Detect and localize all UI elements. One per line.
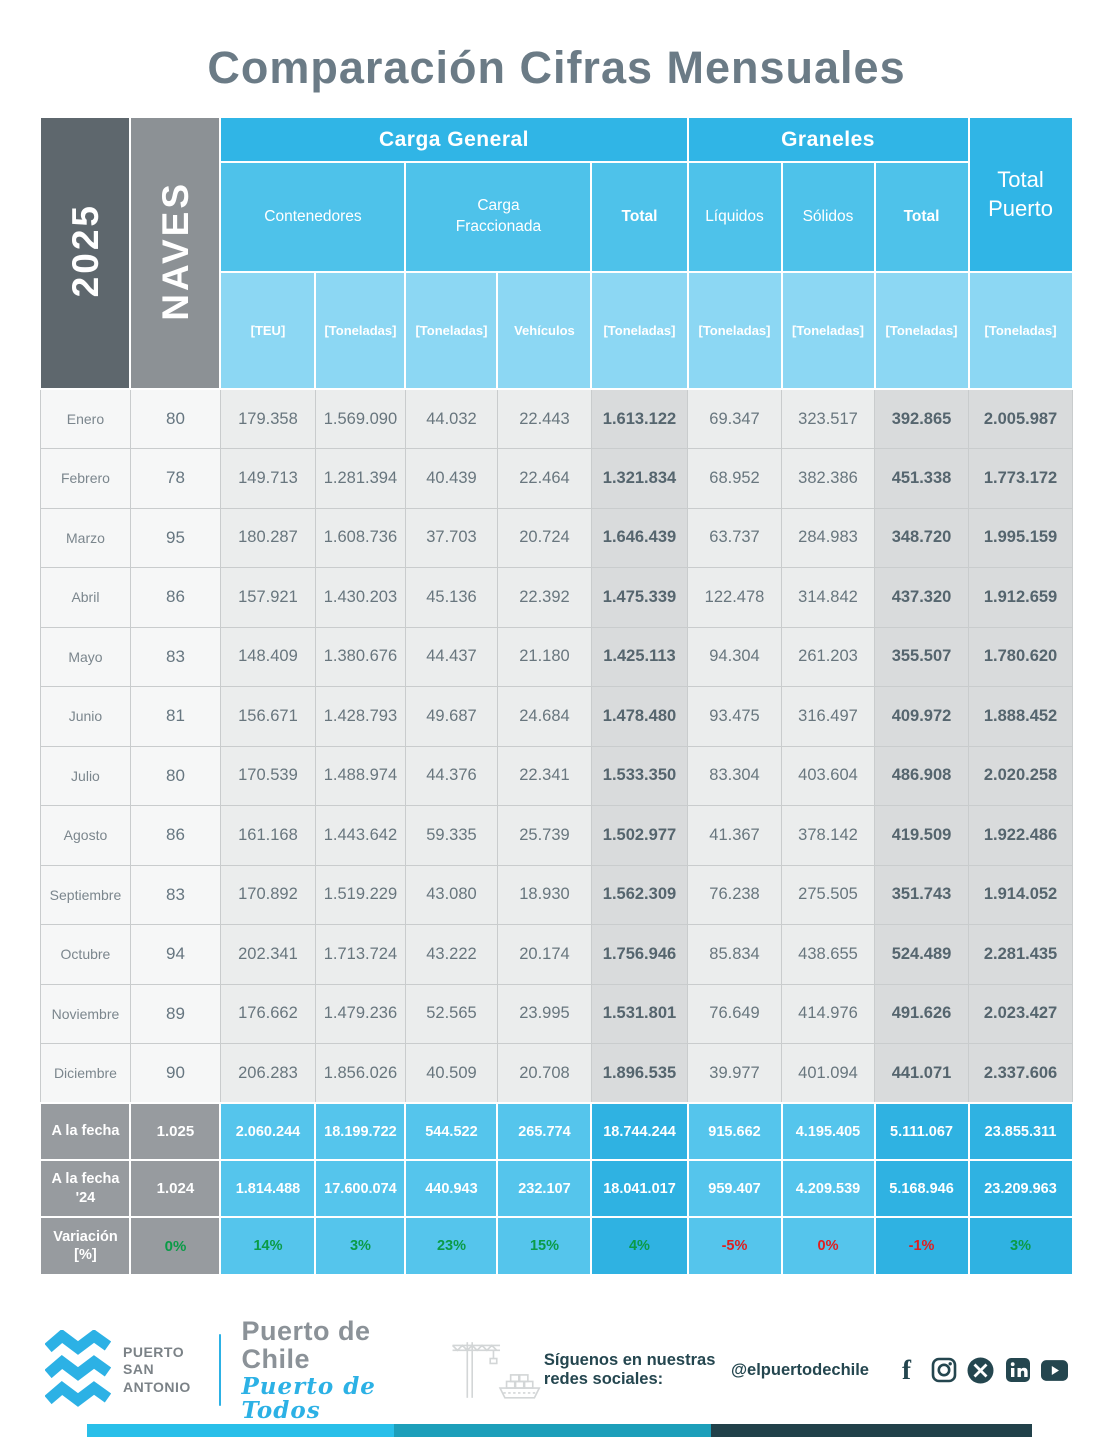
summary-value-cell: 18.199.722 [315,1103,405,1160]
value-cell: 1.896.535 [591,1044,687,1104]
total-puerto-header: Total Puerto [969,117,1073,272]
value-cell: 122.478 [688,568,782,628]
summary-value-cell: 3% [315,1217,405,1275]
bottom-color-strip [87,1424,1032,1437]
value-cell: 378.142 [782,806,875,866]
value-cell: 438.655 [782,925,875,985]
value-cell: 451.338 [875,449,969,509]
value-cell: 22.443 [497,389,591,449]
value-cell: 1.425.113 [591,627,687,687]
summary-value-cell: 15% [497,1217,591,1275]
value-cell: 1.428.793 [315,687,405,747]
value-cell: 149.713 [220,449,315,509]
value-cell: 41.367 [688,806,782,866]
carga-general-group-header: Carga General [220,117,687,162]
value-cell: 1.608.736 [315,508,405,568]
value-cell: 524.489 [875,925,969,985]
value-cell: 49.687 [405,687,497,747]
tagline-top: Puerto de Chile [241,1315,371,1374]
value-cell: 1.773.172 [969,449,1073,509]
unit-teu: [TEU] [220,272,315,389]
summary-naves-value: 1.025 [130,1103,220,1160]
value-cell: 44.032 [405,389,497,449]
summary-value-cell: 4% [591,1217,687,1275]
youtube-icon[interactable] [1041,1357,1068,1384]
linkedin-icon[interactable] [1004,1357,1031,1384]
instagram-icon[interactable] [930,1357,957,1384]
value-cell: 1.888.452 [969,687,1073,747]
month-row [40,568,1072,628]
value-cell: 348.720 [875,508,969,568]
summary-value-cell: 2.060.244 [220,1103,315,1160]
value-cell: 24.684 [497,687,591,747]
naves-value: 89 [130,984,220,1044]
value-cell: 351.743 [875,865,969,925]
crane-ship-sketch [446,1326,544,1414]
value-cell: 414.976 [782,984,875,1044]
naves-value: 78 [130,449,220,509]
unit-toneladas: [Toneladas] [591,272,687,389]
month-label: Diciembre [40,1044,130,1104]
value-cell: 18.930 [497,865,591,925]
value-cell: 261.203 [782,627,875,687]
value-cell: 22.392 [497,568,591,628]
value-cell: 94.304 [688,627,782,687]
value-cell: 148.409 [220,627,315,687]
summary-label: A la fecha '24 [40,1160,130,1217]
table-header [40,117,1072,389]
month-label: Enero [40,389,130,449]
value-cell: 316.497 [782,687,875,747]
value-cell: 2.281.435 [969,925,1073,985]
summary-value-cell: 440.943 [405,1160,497,1217]
carga-fraccionada-header: Carga Fraccionada [405,162,591,272]
value-cell: 1.756.946 [591,925,687,985]
value-cell: 1.713.724 [315,925,405,985]
naves-column-header [130,117,220,389]
value-cell: 40.439 [405,449,497,509]
naves-value: 95 [130,508,220,568]
naves-value: 80 [130,389,220,449]
strip-segment-teal [394,1424,711,1437]
value-cell: 176.662 [220,984,315,1044]
month-row [40,806,1072,866]
summary-value-cell: 959.407 [688,1160,782,1217]
value-cell: 1.914.052 [969,865,1073,925]
value-cell: 157.921 [220,568,315,628]
value-cell: 1.569.090 [315,389,405,449]
summary-value-cell: 3% [969,1217,1073,1275]
naves-value: 83 [130,865,220,925]
value-cell: 40.509 [405,1044,497,1104]
month-row [40,687,1072,747]
value-cell: 314.842 [782,568,875,628]
summary-row [40,1160,1072,1217]
value-cell: 20.708 [497,1044,591,1104]
value-cell: 170.539 [220,746,315,806]
value-cell: 93.475 [688,687,782,747]
contenedores-header: Contenedores [220,162,405,272]
value-cell: 179.358 [220,389,315,449]
month-row [40,865,1072,925]
month-label: Febrero [40,449,130,509]
summary-value-cell: 18.041.017 [591,1160,687,1217]
value-cell: 1.533.350 [591,746,687,806]
social-handle: @elpuertodechile [730,1360,869,1379]
value-cell: 284.983 [782,508,875,568]
facebook-icon[interactable]: f [902,1354,911,1385]
graneles-group-header: Graneles [688,117,969,162]
month-label: Marzo [40,508,130,568]
month-row [40,1044,1072,1104]
value-cell: 63.737 [688,508,782,568]
value-cell: 403.604 [782,746,875,806]
month-row [40,925,1072,985]
month-row [40,627,1072,687]
group-header-row [40,117,1072,162]
value-cell: 39.977 [688,1044,782,1104]
value-cell: 1.519.229 [315,865,405,925]
totals-footer [40,1103,1072,1275]
naves-value: 83 [130,627,220,687]
summary-value-cell: 544.522 [405,1103,497,1160]
value-cell: 161.168 [220,806,315,866]
summary-value-cell: 18.744.244 [591,1103,687,1160]
x-icon[interactable] [967,1357,994,1384]
summary-row [40,1217,1072,1275]
month-row [40,984,1072,1044]
tagline [241,1317,423,1424]
summary-value-cell: 232.107 [497,1160,591,1217]
summary-value-cell: 23% [405,1217,497,1275]
brand-footer [45,1315,1068,1425]
value-cell: 206.283 [220,1044,315,1104]
value-cell: 437.320 [875,568,969,628]
strip-segment-dark [711,1424,1032,1437]
social-section [544,1351,1068,1389]
month-label: Julio [40,746,130,806]
total-carga-general-header: Total [591,162,687,272]
month-row [40,389,1072,449]
value-cell: 1.321.834 [591,449,687,509]
summary-naves-value: 1.024 [130,1160,220,1217]
value-cell: 1.380.676 [315,627,405,687]
month-row [40,746,1072,806]
total-graneles-header: Total [875,162,969,272]
value-cell: 1.479.236 [315,984,405,1044]
value-cell: 76.238 [688,865,782,925]
summary-row [40,1103,1072,1160]
month-label: Noviembre [40,984,130,1044]
value-cell: 20.724 [497,508,591,568]
value-cell: 1.502.977 [591,806,687,866]
naves-value: 94 [130,925,220,985]
liquidos-header: Líquidos [688,162,782,272]
value-cell: 22.464 [497,449,591,509]
value-cell: 1.995.159 [969,508,1073,568]
summary-value-cell: 915.662 [688,1103,782,1160]
strip-segment-light-blue [87,1424,394,1437]
value-cell: 22.341 [497,746,591,806]
solidos-header: Sólidos [782,162,875,272]
value-cell: 392.865 [875,389,969,449]
value-cell: 441.071 [875,1044,969,1104]
unit-toneladas: [Toneladas] [688,272,782,389]
value-cell: 355.507 [875,627,969,687]
month-label: Agosto [40,806,130,866]
summary-value-cell: 14% [220,1217,315,1275]
summary-naves-value: 0% [130,1217,220,1275]
summary-value-cell: 4.209.539 [782,1160,875,1217]
unit-vehiculos: Vehículos [497,272,591,389]
value-cell: 2.337.606 [969,1044,1073,1104]
value-cell: 1.475.339 [591,568,687,628]
value-cell: 2.020.258 [969,746,1073,806]
value-cell: 1.613.122 [591,389,687,449]
tagline-script: Puerto de Todos [241,1373,376,1425]
value-cell: 59.335 [405,806,497,866]
value-cell: 323.517 [782,389,875,449]
value-cell: 37.703 [405,508,497,568]
value-cell: 156.671 [220,687,315,747]
value-cell: 401.094 [782,1044,875,1104]
value-cell: 491.626 [875,984,969,1044]
month-label: Octubre [40,925,130,985]
months-body [40,389,1072,1103]
value-cell: 1.478.480 [591,687,687,747]
value-cell: 1.856.026 [315,1044,405,1104]
naves-value: 90 [130,1044,220,1104]
naves-value: 86 [130,806,220,866]
value-cell: 275.505 [782,865,875,925]
summary-value-cell: 23.209.963 [969,1160,1073,1217]
naves-label: NAVES [154,180,196,321]
social-icons [883,1354,1068,1385]
naves-value: 80 [130,746,220,806]
value-cell: 419.509 [875,806,969,866]
value-cell: 1.780.620 [969,627,1073,687]
value-cell: 170.892 [220,865,315,925]
value-cell: 486.908 [875,746,969,806]
value-cell: 1.922.486 [969,806,1073,866]
month-row [40,449,1072,509]
value-cell: 69.347 [688,389,782,449]
value-cell: 1.531.801 [591,984,687,1044]
waves-logo-icon [45,1330,111,1410]
value-cell: 68.952 [688,449,782,509]
value-cell: 44.437 [405,627,497,687]
summary-value-cell: -1% [875,1217,969,1275]
naves-value: 86 [130,568,220,628]
value-cell: 202.341 [220,925,315,985]
social-text: Síguenos en nuestras redes sociales: [543,1351,716,1388]
unit-toneladas: [Toneladas] [969,272,1073,389]
value-cell: 21.180 [497,627,591,687]
value-cell: 1.562.309 [591,865,687,925]
page-title: Comparación Cifras Mensuales [207,42,906,93]
summary-value-cell: 23.855.311 [969,1103,1073,1160]
value-cell: 1.646.439 [591,508,687,568]
month-row [40,508,1072,568]
value-cell: 2.005.987 [969,389,1073,449]
value-cell: 43.080 [405,865,497,925]
value-cell: 23.995 [497,984,591,1044]
value-cell: 1.281.394 [315,449,405,509]
unit-toneladas: [Toneladas] [875,272,969,389]
summary-value-cell: 0% [782,1217,875,1275]
value-cell: 1.912.659 [969,568,1073,628]
summary-label: A la fecha [40,1103,130,1160]
summary-value-cell: 5.168.946 [875,1160,969,1217]
year-column-header [40,117,130,389]
value-cell: 25.739 [497,806,591,866]
value-cell: 52.565 [405,984,497,1044]
value-cell: 43.222 [405,925,497,985]
month-label: Abril [40,568,130,628]
value-cell: 409.972 [875,687,969,747]
value-cell: 1.430.203 [315,568,405,628]
value-cell: 2.023.427 [969,984,1073,1044]
summary-value-cell: 1.814.488 [220,1160,315,1217]
value-cell: 1.443.642 [315,806,405,866]
month-label: Septiembre [40,865,130,925]
unit-toneladas: [Toneladas] [782,272,875,389]
org-name: PUERTO SAN ANTONIO [123,1343,191,1395]
unit-toneladas: [Toneladas] [405,272,497,389]
value-cell: 76.649 [688,984,782,1044]
year-label: 2025 [64,203,106,298]
month-label: Mayo [40,627,130,687]
value-cell: 180.287 [220,508,315,568]
value-cell: 1.488.974 [315,746,405,806]
monthly-comparison-table [39,116,1073,1276]
naves-value: 81 [130,687,220,747]
month-label: Junio [40,687,130,747]
value-cell: 83.304 [688,746,782,806]
puerto-san-antonio-logo [45,1330,195,1410]
summary-value-cell: 265.774 [497,1103,591,1160]
summary-label: Variación [%] [40,1217,130,1275]
unit-toneladas: [Toneladas] [315,272,405,389]
value-cell: 20.174 [497,925,591,985]
summary-value-cell: 4.195.405 [782,1103,875,1160]
summary-value-cell: -5% [688,1217,782,1275]
logo-divider [219,1334,221,1406]
value-cell: 44.376 [405,746,497,806]
summary-value-cell: 17.600.074 [315,1160,405,1217]
value-cell: 45.136 [405,568,497,628]
value-cell: 382.386 [782,449,875,509]
summary-value-cell: 5.111.067 [875,1103,969,1160]
value-cell: 85.834 [688,925,782,985]
